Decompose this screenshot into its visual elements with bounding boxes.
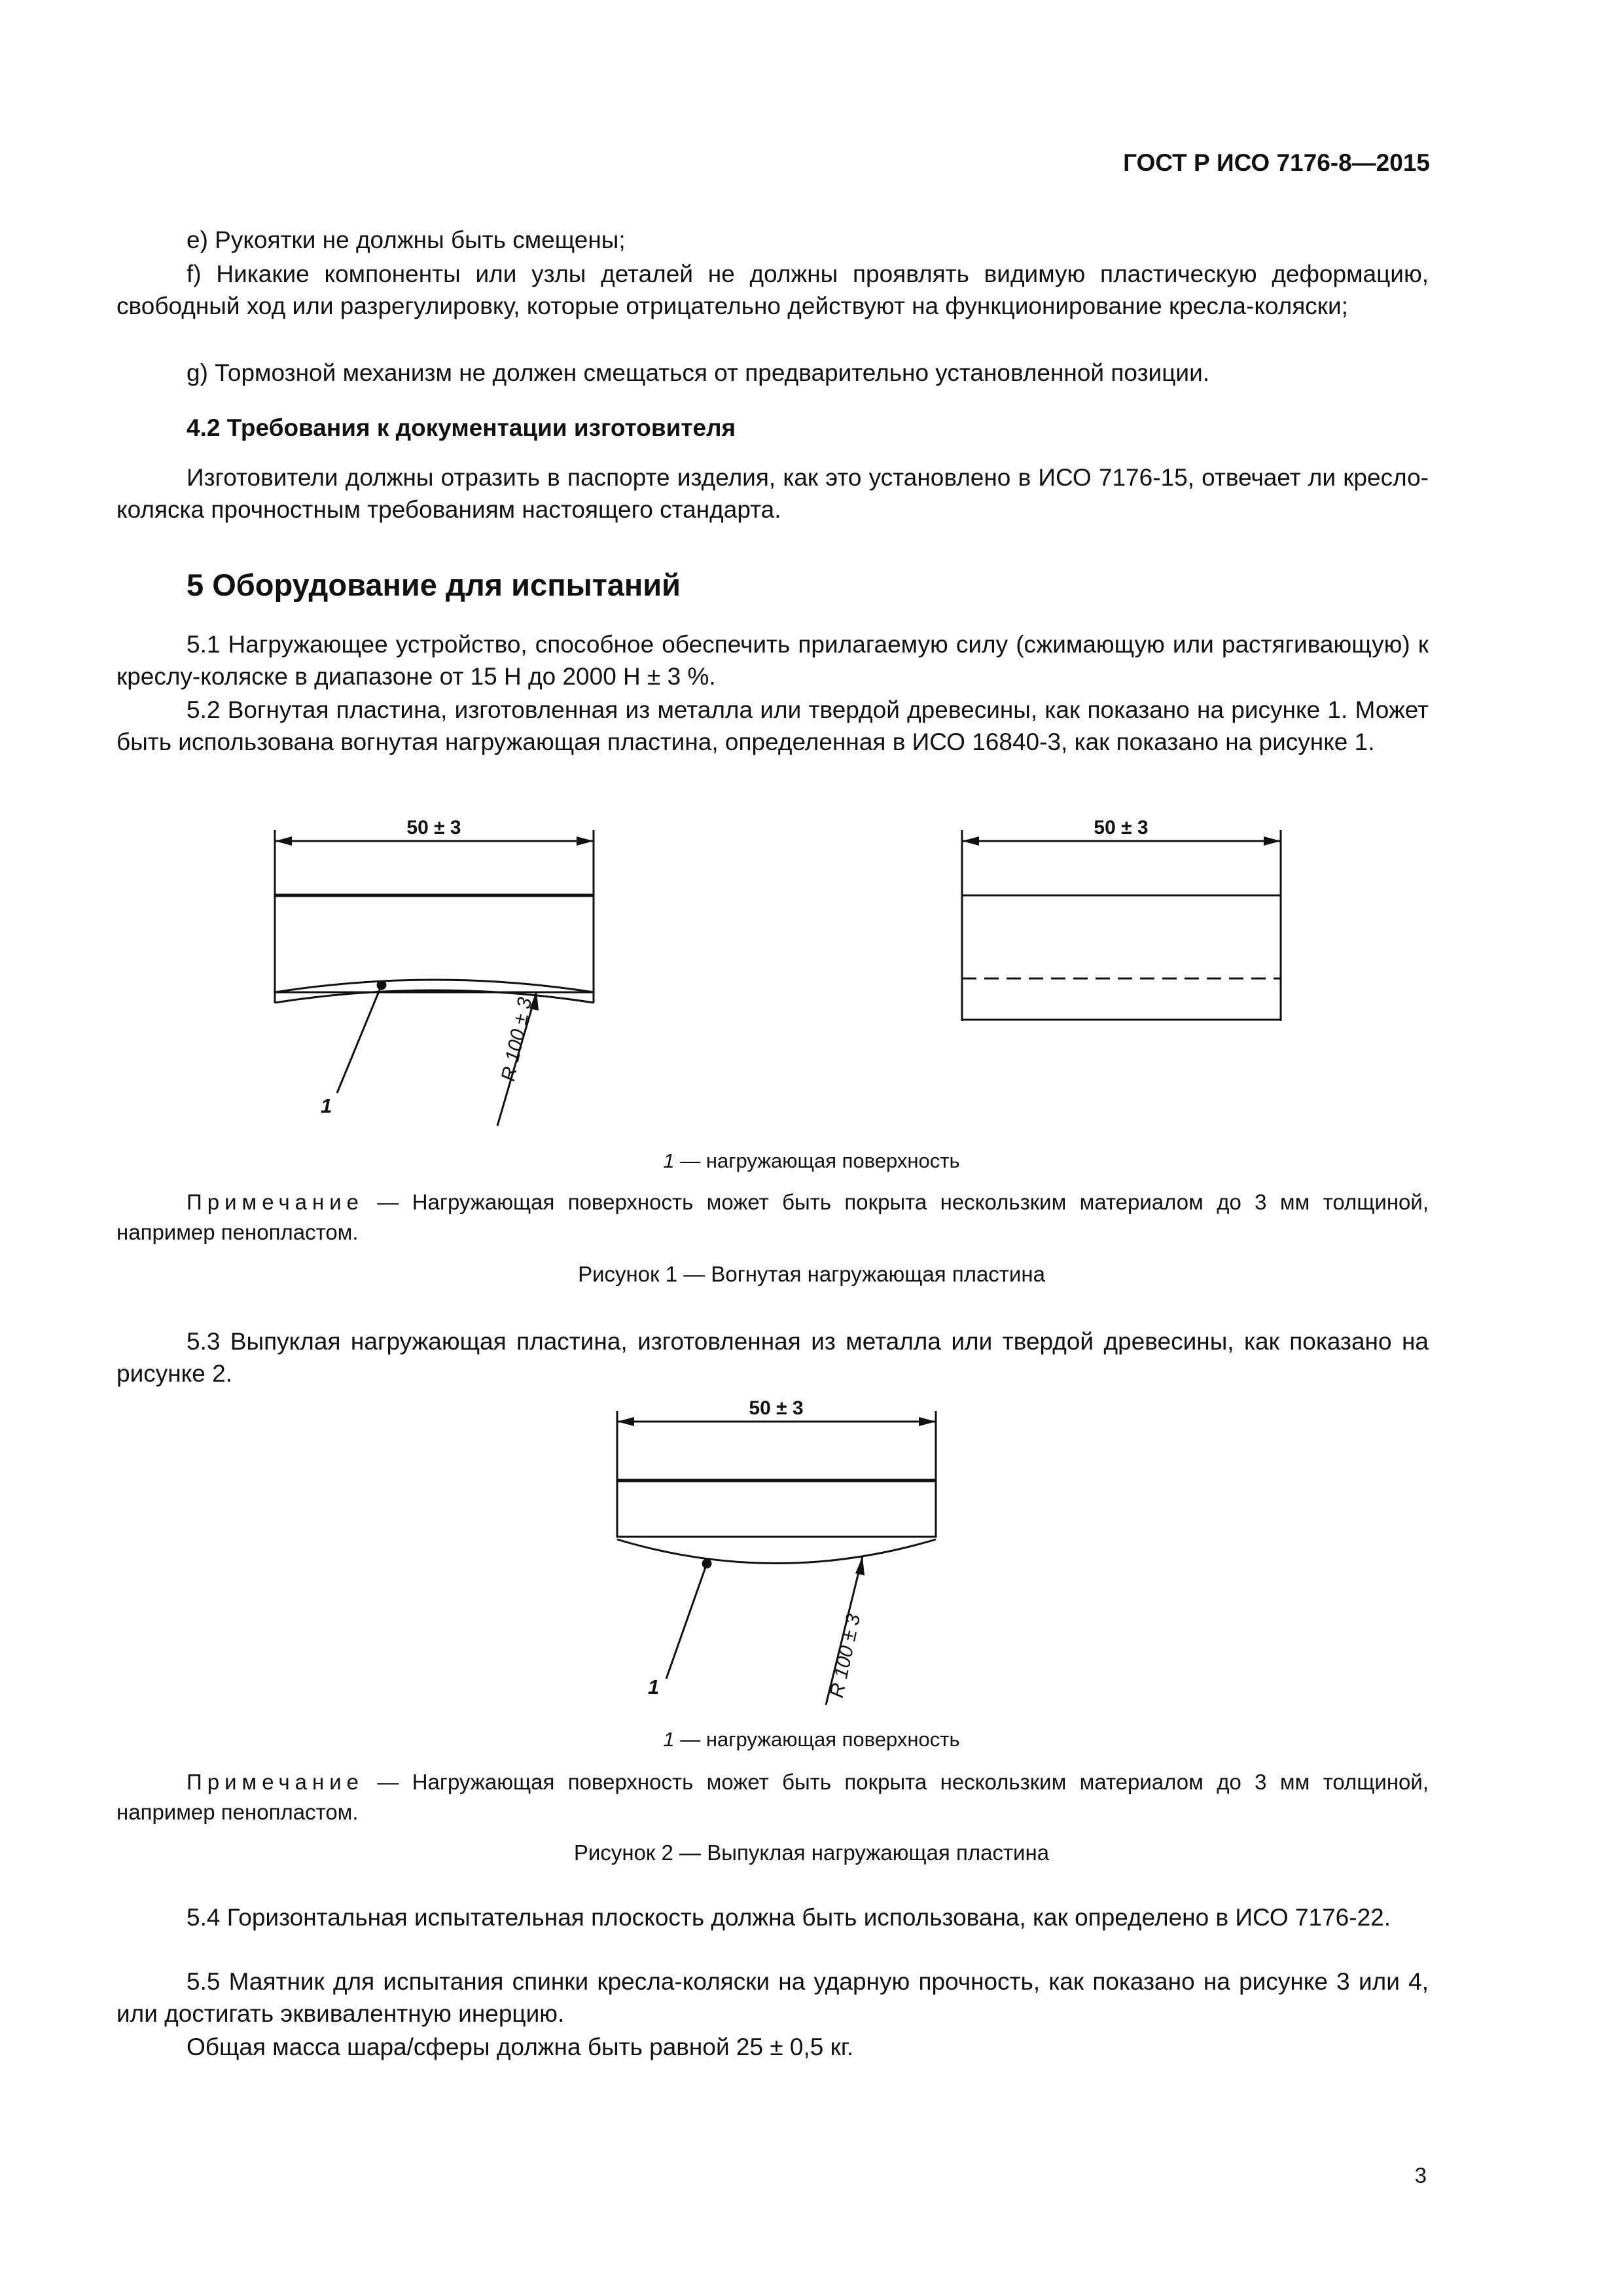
leader-line-1 [666,1564,707,1679]
plate-body [275,895,594,992]
list-item-f: f) Никакие компоненты или узлы деталей не должны проявлять видимую пластическую деформацию, свободный ход или разрегулировку, которые отрицательно действуют на функционирование кресла-коляски; [116,260,1429,319]
figure-1-dimension-right: 50 ± 3 [1094,817,1149,838]
figure-2-radius-label: R 100 ± 3 [826,1611,865,1700]
list-item-g: g) Тормозной механизм не должен смещаться от предварительно установленной позиции. [187,359,1210,386]
figure-1-note: Примечание — Нагружающая поверхность может быть покрыта нескользким материалом до 3 мм толщиной, например пенопластом. [116,1190,1429,1244]
plate-body [617,1480,936,1537]
section-4-2-text: Изготовители должны отразить в паспорте изделия, как это установлено в ИСО 7176-15, отвечает ли кресло-коляска прочностным требованиям настоящего стандарта. [116,464,1429,523]
leader-line-1 [337,985,382,1093]
section-5-heading: 5 Оборудование для испытаний [187,567,681,602]
figure-2-callout: 1 [648,1676,660,1698]
arrow-right [577,836,594,846]
paragraph-5-5: 5.5 Маятник для испытания спинки кресла-коляски на ударную прочность, как показано на рисунке 3 или 4, или достигать эквивалентную инерцию. [116,1968,1429,2027]
convex-surface [617,1539,936,1564]
figure-2-legend: 1 — нагружающая поверхность [663,1728,960,1751]
paragraph-5-3: 5.3 Выпуклая нагружающая пластина, изготовленная из металла или твердой древесины, как показано на рисунке 2. [116,1328,1429,1387]
list-item-e: е) Рукоятки не должны быть смещены; [187,226,626,253]
figure-1-radius-label: R 100 ± 3 [497,995,537,1083]
figure-2-caption: Рисунок 2 — Выпуклая нагружающая пластина [573,1840,1050,1865]
arrow-left [275,836,292,846]
page-number: 3 [1414,2163,1427,2187]
paragraph-5-1: 5.1 Нагружающее устройство, способное обеспечить прилагаемую силу (сжимающую или растягивающую) к креслу-коляске в диапазоне от 15 Н до 2000 Н ± 3 %. [116,631,1429,690]
figure-1-caption: Рисунок 1 — Вогнутая нагружающая пластина [578,1262,1045,1286]
figure-2-drawing [0,1401,1623,1715]
section-4-2-heading: 4.2 Требования к документации изготовителя [187,414,736,441]
figure-1-drawing [0,798,1623,1139]
figure-1-dimension-left: 50 ± 3 [406,817,461,838]
figure-1-callout: 1 [321,1094,332,1117]
side-view-plate [962,895,1281,1020]
figure-2-note: Примечание — Нагружающая поверхность может быть покрыта нескользким материалом до 3 мм толщиной, например пенопластом. [116,1770,1429,1824]
figure-2-dimension: 50 ± 3 [749,1397,804,1419]
paragraph-5-2: 5.2 Вогнутая пластина, изготовленная из металла или твердой древесины, как показано на рисунке 1. Может быть использована вогнутая нагружающая пластина, определенная в ИСО 16840-3, как показано на рисунке 1. [116,696,1429,755]
document-header: ГОСТ Р ИСО 7176-8—2015 [1123,149,1430,176]
paragraph-5-4: 5.4 Горизонтальная испытательная плоскость должна быть использована, как определено в ИСО 7176-22. [187,1904,1391,1931]
figure-1-legend: 1 — нагружающая поверхность [663,1149,960,1172]
paragraph-5-5-mass: Общая масса шара/сферы должна быть равной 25 ± 0,5 кг. [187,2034,854,2060]
